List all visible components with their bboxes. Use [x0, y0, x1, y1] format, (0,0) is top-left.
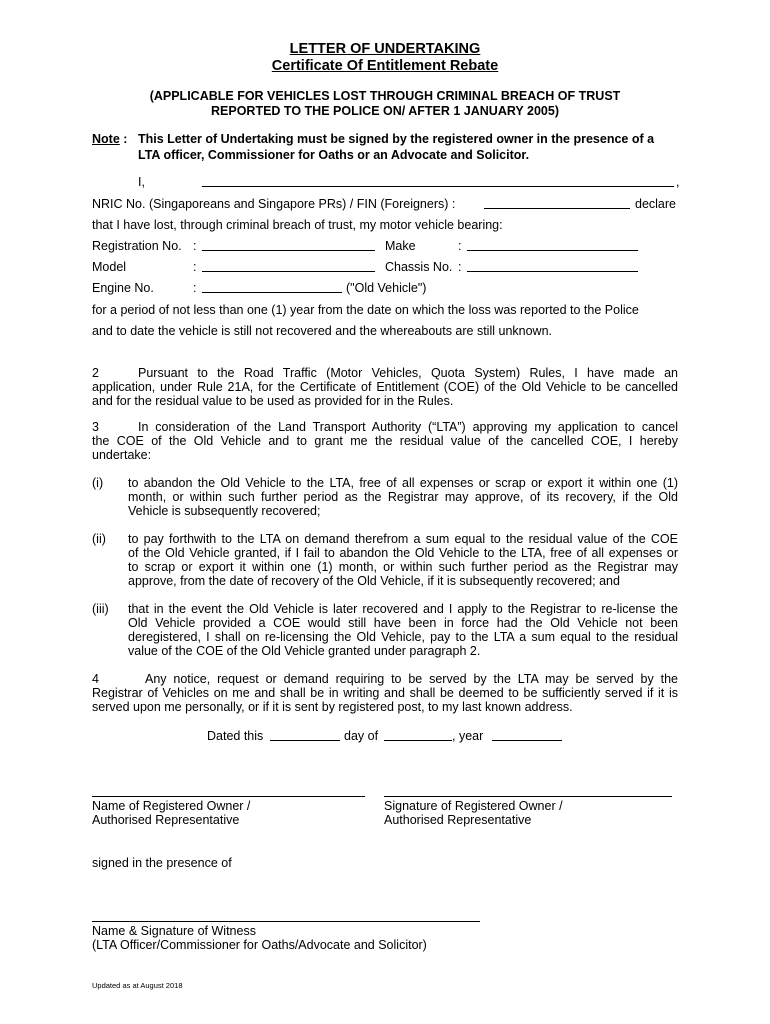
paragraph-2-line-2: application, under Rule 21A, for the Certificate of Entitlement (COE) of the Old Vehicle to be cancelled — [92, 380, 678, 394]
note-line-2: LTA officer, Commissioner for Oaths or an Advocate and Solicitor. — [138, 147, 530, 162]
item-ii — [128, 532, 678, 588]
make-colon: : — [458, 239, 462, 253]
dated-year-field[interactable] — [492, 740, 562, 741]
i-label: I, — [138, 175, 145, 189]
engine-label: Engine No. — [92, 281, 154, 295]
owner-name-caption — [92, 799, 250, 827]
owner-signature-caption-line-1: Signature of Registered Owner / — [384, 799, 563, 813]
note-colon: : — [123, 132, 128, 146]
paragraph-3 — [92, 420, 678, 462]
signed-in-presence-text: signed in the presence of — [92, 856, 232, 870]
applicability-line-2: REPORTED TO THE POLICE ON/ AFTER 1 JANUARY 2005) — [211, 104, 559, 118]
item-ii-number: (ii) — [92, 532, 106, 546]
item-iii-line-2: Old Vehicle provided a COE would still have been in force had the Old Vehicle not been — [128, 616, 678, 630]
note-label: Note — [92, 132, 120, 146]
owner-name-caption-line-2: Authorised Representative — [92, 813, 240, 827]
chassis-label: Chassis No. — [385, 260, 453, 274]
item-ii-line-1: to pay forthwith to the LTA on demand therefrom a sum equal to the residual value of the COE — [128, 532, 678, 546]
name-comma: , — [676, 175, 680, 189]
paragraph-4 — [92, 672, 678, 714]
item-iii-number: (iii) — [92, 602, 109, 616]
nric-field[interactable] — [484, 208, 630, 209]
period-line-1: for a period of not less than one (1) year from the date on which the loss was reported to the Police — [92, 303, 639, 317]
item-i-line-2: month, or within such further period as the Registrar may approve, of its recovery, if the Old — [128, 490, 678, 504]
dated-day-label: day of — [344, 729, 379, 743]
model-colon: : — [193, 260, 197, 274]
registration-label: Registration No. — [92, 239, 182, 253]
item-i-line-1: to abandon the Old Vehicle to the LTA, free of all expenses or scrap or export it within one (1) — [128, 476, 678, 490]
owner-signature-field[interactable] — [384, 796, 672, 797]
witness-caption-line-2: (LTA Officer/Commissioner for Oaths/Advocate and Solicitor) — [92, 938, 427, 952]
chassis-colon: : — [458, 260, 462, 274]
paragraph-4-line-1: Any notice, request or demand requiring to be served by the LTA may be served by the — [145, 672, 678, 686]
engine-field[interactable] — [202, 292, 342, 293]
dated-year-label: , year — [452, 729, 484, 743]
paragraph-3-line-1: In consideration of the Land Transport Authority (“LTA”) approving my application to cancel — [138, 420, 678, 434]
make-field[interactable] — [467, 250, 638, 251]
item-iii-line-3: deregistered, I shall on re-licensing the Old Vehicle, pay to the LTA a sum equal to the residual — [128, 630, 678, 644]
period-line-2: and to date the vehicle is still not recovered and the whereabouts are still unknown. — [92, 324, 552, 338]
make-label: Make — [385, 239, 416, 253]
dated-prefix: Dated this — [207, 729, 264, 743]
note-text — [138, 132, 688, 163]
dated-month-field[interactable] — [384, 740, 452, 741]
old-vehicle-label: ("Old Vehicle") — [346, 281, 427, 295]
owner-signature-caption-line-2: Authorised Representative — [384, 813, 532, 827]
model-label: Model — [92, 260, 127, 274]
note-line-1: This Letter of Undertaking must be signed by the registered owner in the presence of a — [138, 132, 655, 146]
witness-caption-line-1: Name & Signature of Witness — [92, 924, 256, 938]
paragraph-4-line-3: served upon me personally, or if it is sent by registered post, to my last known address. — [92, 700, 573, 714]
item-iii — [128, 602, 678, 658]
declare-text: declare — [635, 197, 676, 211]
owner-name-field[interactable] — [92, 796, 365, 797]
item-ii-line-4: approve, from the date of recovery of the Old Vehicle, if it is subsequently recovered; and — [128, 574, 620, 588]
applicability-line-1: (APPLICABLE FOR VEHICLES LOST THROUGH CRIMINAL BREACH OF TRUST — [149, 89, 621, 103]
item-ii-line-3: to scrap or export it within one (1) month, or within such further period as the Registrar may — [128, 560, 678, 574]
paragraph-2-number: 2 — [92, 366, 99, 380]
item-i-number: (i) — [92, 476, 104, 490]
paragraph-4-line-2: Registrar of Vehicles on me and shall be in writing and shall be deemed to be sufficiently served if it is — [92, 686, 678, 700]
paragraph-4-number: 4 — [92, 672, 99, 686]
chassis-field[interactable] — [467, 271, 638, 272]
item-iii-line-1: that in the event the Old Vehicle is later recovered and I apply to the Registrar to re-license the — [128, 602, 678, 616]
nric-label: NRIC No. (Singaporeans and Singapore PRs) / FIN (Foreigners) : — [92, 197, 456, 211]
paragraph-2-line-3: and for the residual value to be used as provided for in the Rules. — [92, 394, 454, 408]
paragraph-3-number: 3 — [92, 420, 99, 434]
name-field[interactable] — [202, 186, 674, 187]
paragraph-3-line-3: undertake: — [92, 448, 152, 462]
dated-day-field[interactable] — [270, 740, 340, 741]
updated-footer: Updated as at August 2018 — [92, 981, 183, 990]
item-iii-line-4: value of the COE of the Old Vehicle granted under paragraph 2. — [128, 644, 481, 658]
registration-field[interactable] — [202, 250, 375, 251]
document-subtitle: Certificate Of Entitlement Rebate — [271, 58, 499, 74]
paragraph-3-line-2: the COE of the Old Vehicle and to grant me the residual value of the cancelled COE, I hereby — [92, 434, 678, 448]
item-i-line-3: Vehicle is subsequently recovered; — [128, 504, 321, 518]
witness-caption — [92, 924, 427, 952]
paragraph-2-line-1: Pursuant to the Road Traffic (Motor Vehicles, Quota System) Rules, I have made an — [138, 366, 678, 380]
note-label-group — [92, 132, 127, 148]
owner-name-caption-line-1: Name of Registered Owner / — [92, 799, 251, 813]
registration-colon: : — [193, 239, 197, 253]
document-title: LETTER OF UNDERTAKING — [289, 41, 481, 57]
owner-signature-caption — [384, 799, 563, 827]
item-ii-line-2: of the Old Vehicle granted, if I fail to abandon the Old Vehicle to the LTA, free of all expenses or — [128, 546, 678, 560]
paragraph-2 — [92, 366, 678, 408]
item-i — [128, 476, 678, 518]
witness-field[interactable] — [92, 921, 480, 922]
lost-statement: that I have lost, through criminal breach of trust, my motor vehicle bearing: — [92, 218, 503, 232]
model-field[interactable] — [202, 271, 375, 272]
engine-colon: : — [193, 281, 197, 295]
